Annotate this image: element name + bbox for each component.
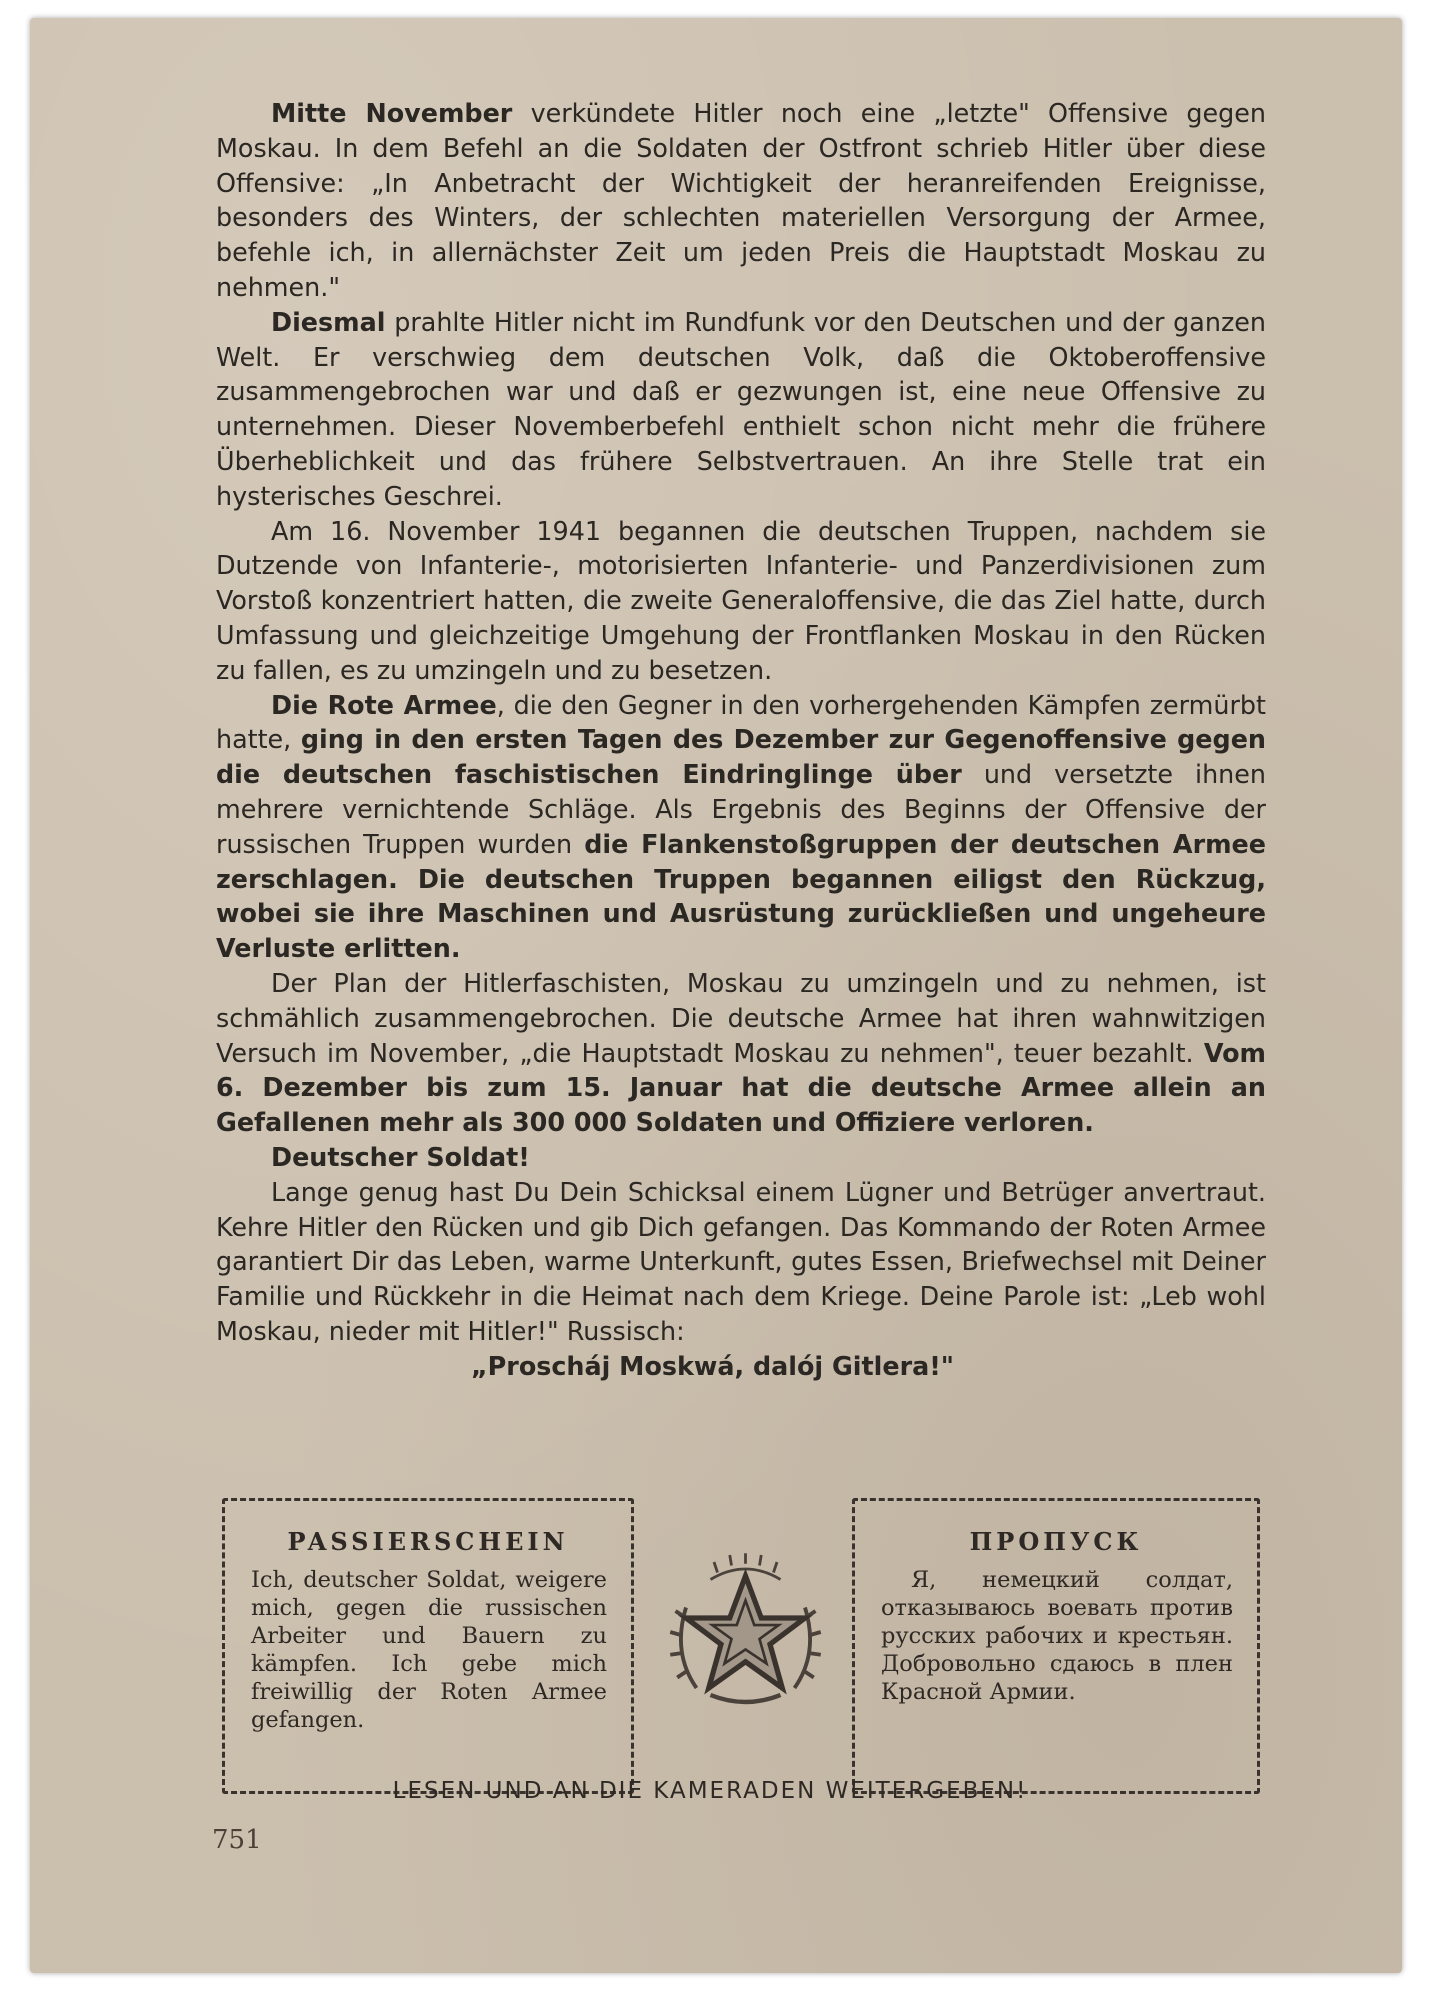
- footer-instruction: LESEN UND AN DIE KAMERADEN WEITERGEBEN!: [392, 1778, 1028, 1804]
- paragraph-1: [216, 96, 1266, 305]
- paragraph-3: [216, 514, 1266, 688]
- leaflet-sheet: [30, 18, 1402, 1973]
- paragraph-6: [216, 1140, 1266, 1175]
- passierschein-box: [222, 1498, 634, 1794]
- propusk-box: [852, 1498, 1260, 1794]
- text-run: Die Rote Armee: [271, 689, 497, 720]
- text-run: prahlte Hitler nicht im Rundfunk vor den Deutschen und der ganzen Welt. Er verschwieg dem deutschen Volk, daß die Oktoberoffensive zusammengebrochen war und daß er gezwungen ist, eine neue Offensive zu unternehmen. Dieser Novemberbefehl enthielt schon nicht mehr die frühere Überheblichkeit und das frühere Selbstvertrauen. An ihre Stelle trat ein hysterisches Geschrei.: [216, 306, 1266, 511]
- leaflet-text: [216, 96, 1266, 1383]
- text-run: Mitte November: [271, 98, 513, 128]
- text-run: , die den Gegner in den vorhergehenden Kämpfen zermürbt hatte,: [216, 689, 1266, 755]
- red-star-wreath-emblem-icon: [658, 1548, 833, 1723]
- slogan: „Prosсháj Moskwá, dalój Gitlera!": [471, 1350, 955, 1381]
- text-run: Lange genug hast Du Dein Schicksal einem Lügner und Betrüger anvertraut. Kehre Hitler den Rücken und gib Dich gefangen. Das Kommando der Roten Armee garantiert Dir das Leben, warme Unterkunft, gutes Essen, Briefwechsel mit Deiner Familie und Rückkehr in die Heimat nach dem Kriege. Deine Parole ist: „Leb wohl Moskau, nieder mit Hitler!" Russisch:: [216, 1176, 1266, 1346]
- text-run: verkündete Hitler noch eine „letzte" Offensive gegen Moskau. In dem Befehl an die Soldaten der Ostfront schrieb Hitler über diese Offensive: „In Anbetracht der Wichtigkeit der heranreifenden Ereignisse, besonders des Winters, der schlechten materiellen Versorgung der Armee, befehle ich, in allernächster Zeit um jeden Preis die Hauptstadt Moskau zu nehmen.": [216, 98, 1266, 302]
- passierschein-body: Ich, deutscher Soldat, weigere mich, gegen die russischen Arbeiter und Bauern zu kämpfen. Ich gebe mich freiwillig der Roten Armee gefangen.: [251, 1567, 607, 1733]
- text-run: ging in den ersten Tagen des Dezember zur Gegenoffensive gegen die deutschen faschistischen Eindringlinge über: [216, 724, 1266, 790]
- paragraph-4: [216, 688, 1266, 966]
- text-run: Am 16. November 1941 begannen die deutschen Truppen, nachdem sie Dutzende von Infanterie-, motorisierten Infanterie- und Panzerdivisionen zum Vorstoß konzentriert hatten, die zweite Generaloffensive, die das Ziel hatte, durch Umfassung und gleichzeitige Umgehung der Frontflanken Moskau in den Rücken zu fallen, es zu umzingeln und zu besetzen.: [216, 515, 1266, 685]
- text-run: und versetzte ihnen mehrere vernichtende Schläge. Als Ergebnis des Beginns der Offensive der russischen Truppen wurden: [216, 759, 1266, 859]
- text-run: Diesmal: [271, 306, 386, 337]
- text-run: die Flankenstoßgruppen der deutschen Armee zerschlagen. Die deutschen Truppen begannen eiligst den Rückzug, wobei sie ihre Maschinen und Ausrüstung zurückließen und ungeheure Verluste erlitten.: [216, 828, 1267, 964]
- passierschein-title: PASSIERSCHEIN: [287, 1527, 569, 1556]
- paragraph-list: [216, 96, 1266, 1349]
- text-run: Der Plan der Hitlerfaschisten, Moskau zu umzingeln und zu nehmen, ist schmählich zusammengebrochen. Die deutsche Armee hat ihren wahnwitzigen Versuch im November, „die Hauptstadt Moskau zu nehmen", teuer bezahlt.: [216, 967, 1266, 1068]
- paragraph-7: [216, 1175, 1266, 1349]
- propusk-body: Я, немецкий солдат, отказываюсь воевать против русских рабочих и крестьян. Добровольно сдаюсь в плен Красной Армии.: [881, 1567, 1233, 1705]
- page-number: 751: [212, 1825, 262, 1855]
- text-run: Deutscher Soldat!: [271, 1141, 530, 1172]
- paragraph-2: [216, 305, 1266, 514]
- text-run: Vom 6. Dezember bis zum 15. Januar hat die deutsche Armee allein an Gefallenen mehr als 300 000 Soldaten und Offiziere verloren.: [216, 1037, 1266, 1138]
- propusk-title: ПРОПУСК: [969, 1527, 1143, 1556]
- paragraph-5: [216, 966, 1266, 1140]
